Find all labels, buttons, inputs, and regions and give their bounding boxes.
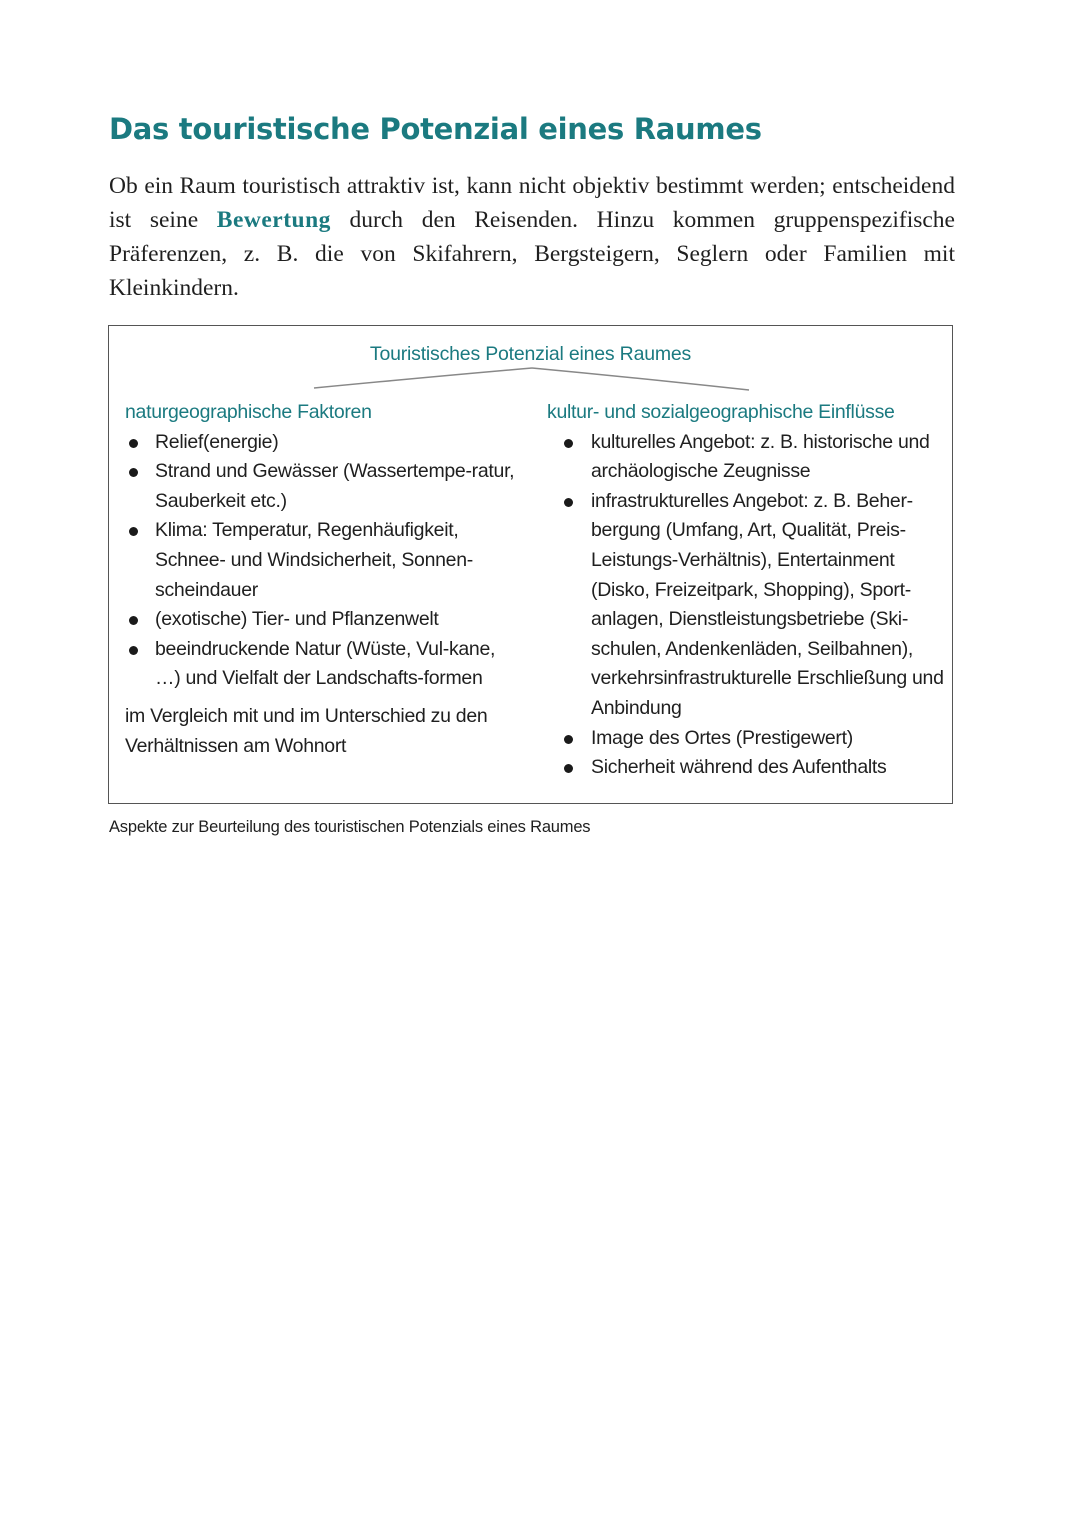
- left-factor-list: [125, 428, 525, 694]
- list-item-text: Sicherheit während des Aufenthalts: [591, 756, 887, 779]
- right-column: [547, 398, 947, 783]
- list-item-text: Klima: Temperatur, Regenhäufigkeit, Schnee- und Windsicherheit, Sonnen-scheindauer: [155, 519, 473, 601]
- list-item: [125, 635, 525, 694]
- right-column-heading: kultur- und sozialgeographische Einflüsse: [547, 401, 895, 423]
- list-item-text: kulturelles Angebot: z. B. historische und archäologische Zeugnisse: [591, 430, 930, 483]
- list-item-text: beeindruckende Natur (Wüste, Vul-kane, …) und Vielfalt der Landschafts-formen: [155, 637, 496, 690]
- list-item-text: (exotische) Tier- und Pflanzenwelt: [155, 608, 439, 631]
- list-item: [547, 428, 947, 487]
- diagram-title: Touristisches Potenzial eines Raumes: [369, 343, 692, 365]
- list-item-text: Image des Ortes (Prestigewert): [591, 726, 853, 749]
- bullet-icon: [564, 764, 573, 773]
- connector-right-branch: [532, 368, 749, 390]
- list-item: [547, 724, 947, 754]
- bullet-icon: [129, 527, 138, 536]
- connector-left-branch: [314, 368, 532, 388]
- list-item: [547, 487, 947, 724]
- figure-caption: Aspekte zur Beurteilung des touristischen Potenzials eines Raumes: [109, 818, 591, 836]
- comparison-note: im Vergleich mit und im Unterschied zu den Verhältnissen am Wohnort: [125, 704, 488, 757]
- bullet-icon: [564, 498, 573, 507]
- left-column-heading: naturgeographische Faktoren: [125, 401, 372, 423]
- bullet-icon: [129, 468, 138, 477]
- list-item-text: Relief(energie): [155, 430, 279, 453]
- bullet-icon: [564, 735, 573, 744]
- page-heading: Das touristische Potenzial eines Raumes: [109, 112, 762, 146]
- bullet-icon: [129, 439, 138, 448]
- intro-text-before: Ob ein Raum touristisch attraktiv ist, kann nicht objektiv bestimmt werden; entscheidend ist seine: [109, 173, 955, 233]
- diagram-box: [108, 325, 953, 804]
- left-column: [125, 398, 525, 761]
- right-influence-list: [547, 428, 947, 783]
- list-item-text: infrastrukturelles Angebot: z. B. Beher-bergung (Umfang, Art, Qualität, Preis-Leistungs-Verhältnis), Entertainment (Disko, Freizeitpark, Shopping), Sport-anlagen, Dienstleistungsbetriebe (Ski-schulen, Andenkenläden, Seilbahnen), verkehrsinfrastrukturelle Erschließung und Anbindung: [591, 489, 944, 719]
- list-item: [547, 753, 947, 783]
- intro-highlight-term: Bewertung: [216, 207, 331, 233]
- bullet-icon: [129, 616, 138, 625]
- list-item: [125, 457, 525, 516]
- bullet-icon: [564, 439, 573, 448]
- list-item: [125, 428, 525, 458]
- bullet-icon: [129, 646, 138, 655]
- list-item: [125, 605, 525, 635]
- list-item: [125, 516, 525, 605]
- list-item-text: Strand und Gewässer (Wassertempe-ratur, Sauberkeit etc.): [155, 460, 515, 512]
- intro-text-after: durch den Reisenden. Hinzu kommen gruppenspezifische Präferenzen, z. B. die von Skifahrern, Bergsteigern, Seglern oder Familien mit Kleinkindern.: [109, 207, 955, 301]
- intro-paragraph: [109, 169, 955, 305]
